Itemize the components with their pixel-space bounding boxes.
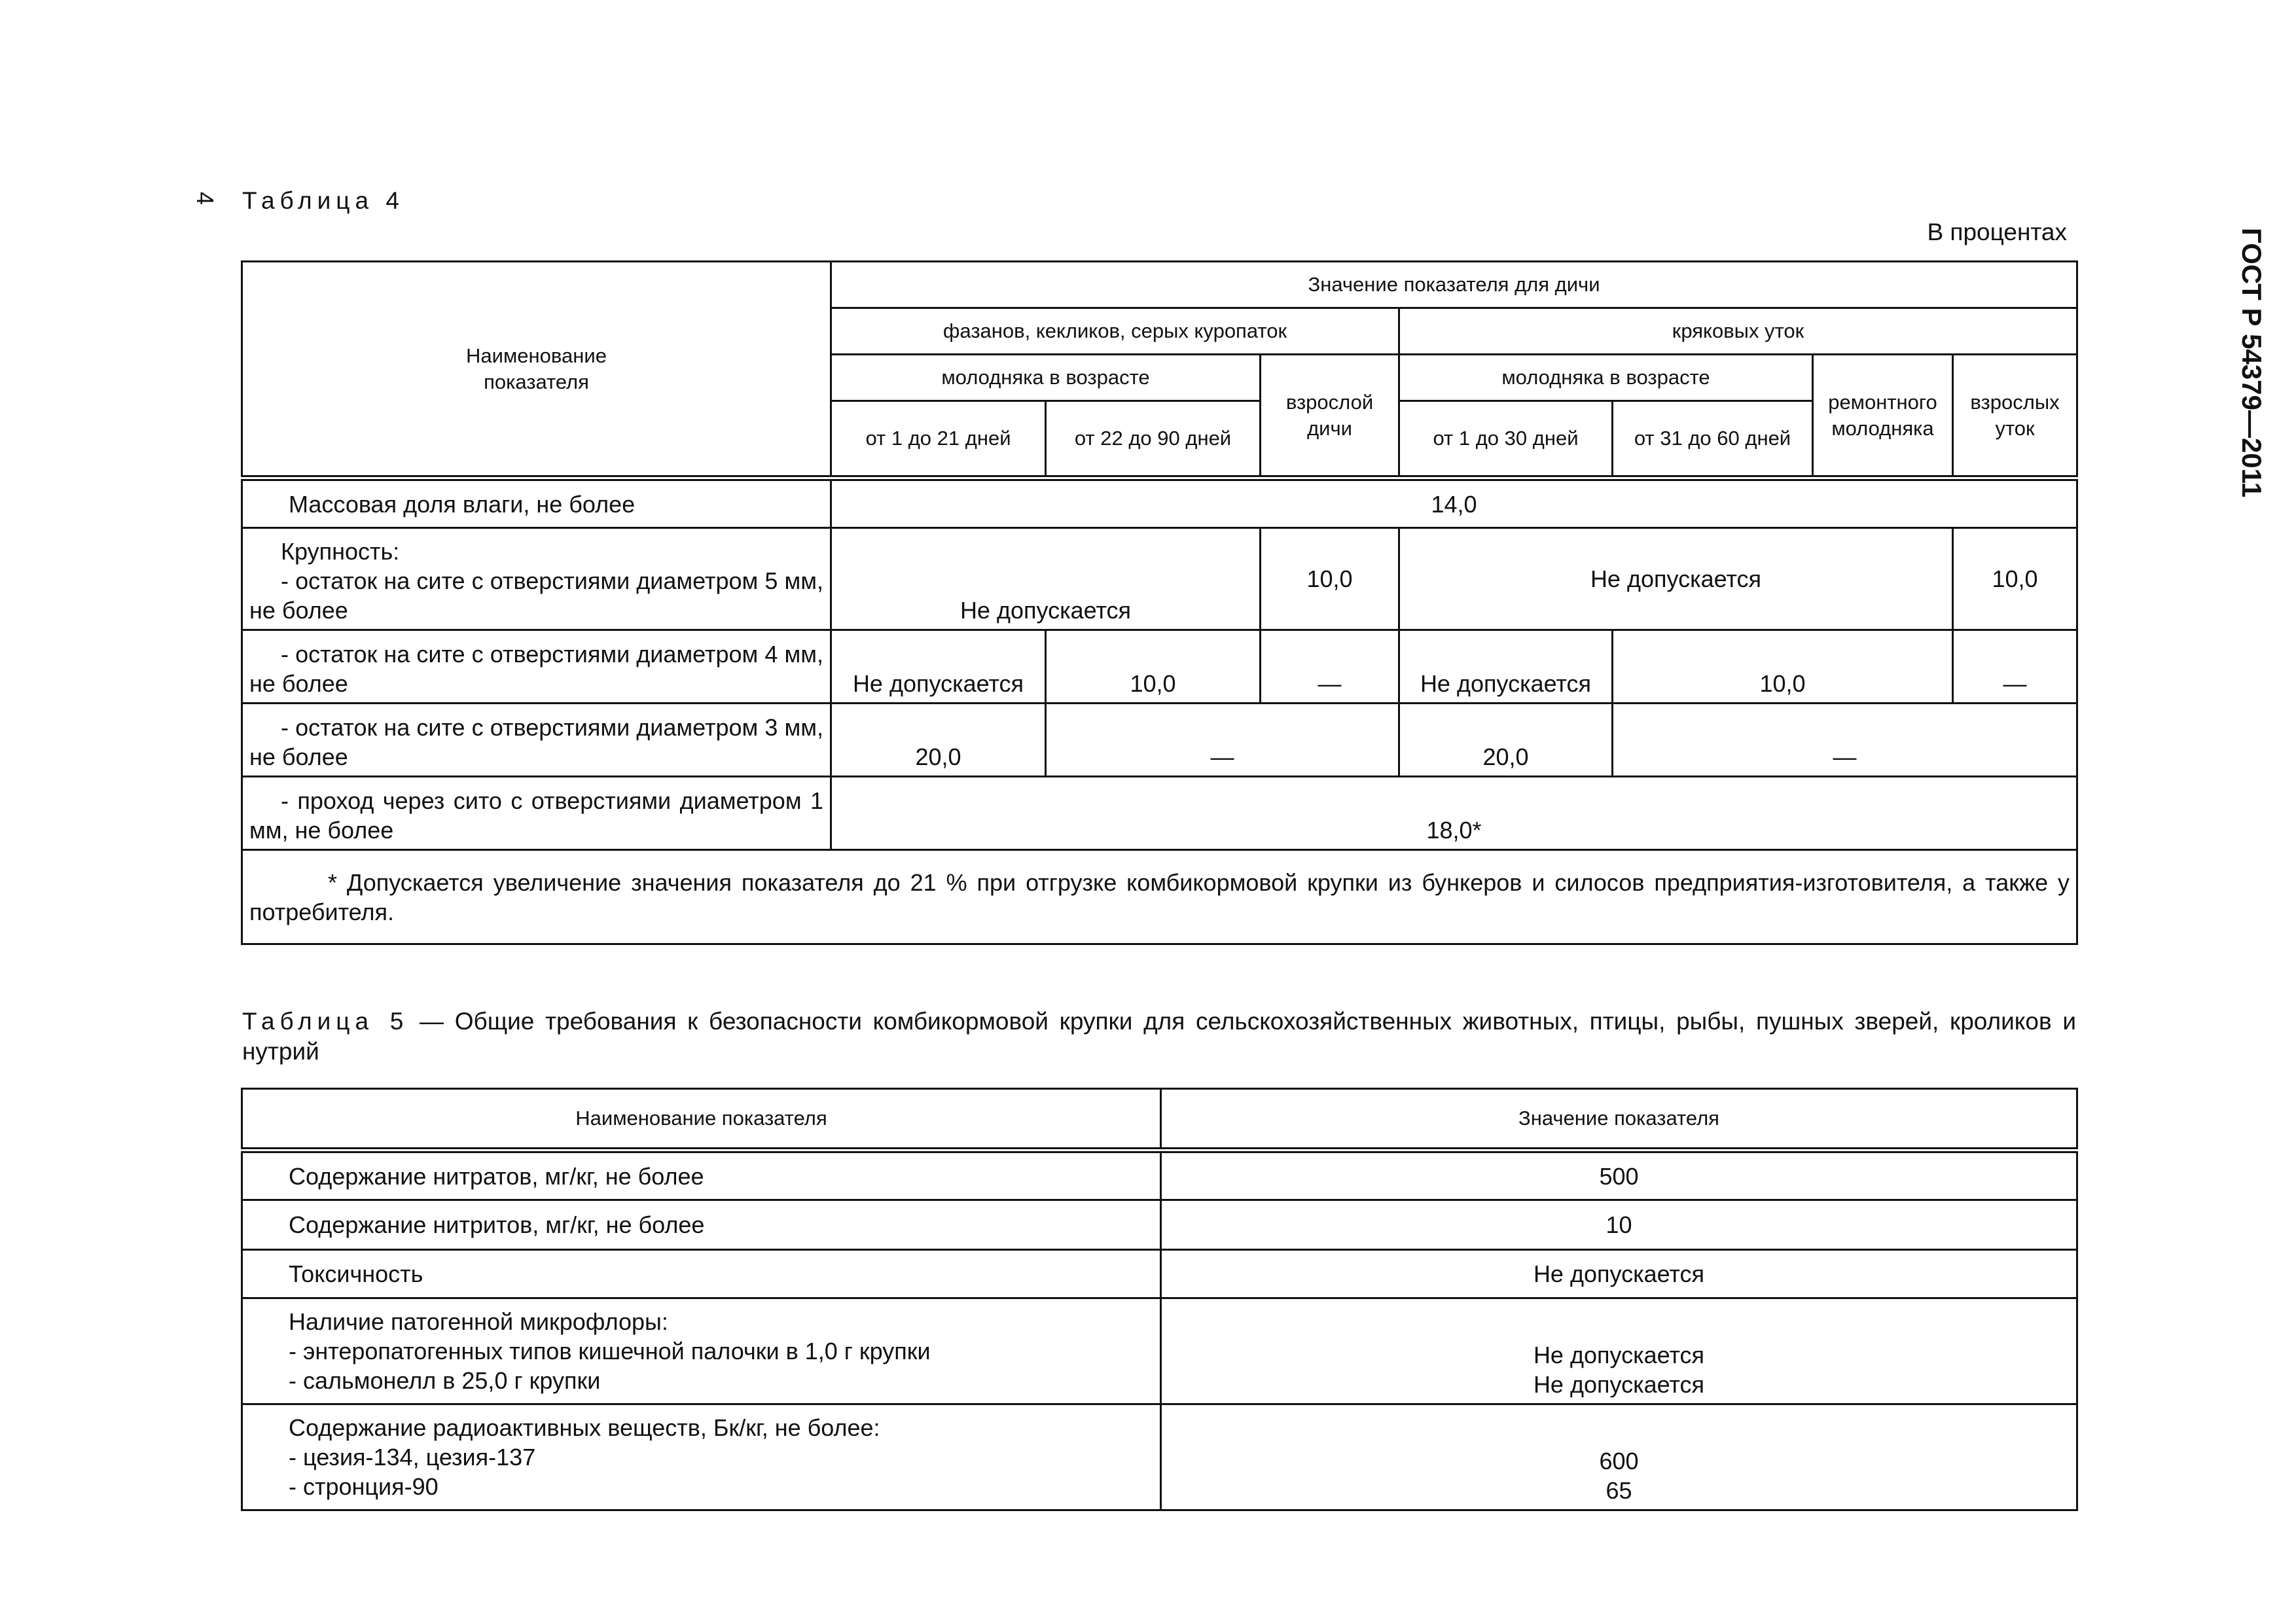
sieve5-value-c: Не допускается (1399, 528, 1953, 630)
moisture-label: Массовая доля влаги, не более (242, 478, 831, 528)
sieve3-value-a: 20,0 (831, 704, 1046, 777)
toxicity-label: Токсичность (242, 1250, 1161, 1298)
sieve4-value-e: 10,0 (1613, 630, 1953, 704)
microflora-label: Наличие патогенной микрофлоры: - энтеропатогенных типов кишечной палочки в 1,0 г крупки - сальмонелл в 25,0 г крупки (242, 1298, 1161, 1404)
standard-designation: ГОСТ Р 54379—2011 (2236, 227, 2267, 498)
table4-footnote: * Допускается увеличение значения показателя до 21 % при отгрузке комбикормовой крупки из бункеров и силосов предприятия-изготовителя, а также у потребителя. (242, 850, 2077, 944)
table5-header-param: Наименование показателя (242, 1089, 1161, 1150)
table4-caption: Таблица 4 (242, 187, 404, 214)
sieve3-label: - остаток на сите с отверстиями диаметром 3 мм, не более (242, 704, 831, 777)
sieve3-value-b: — (1046, 704, 1399, 777)
radioactive-value: 600 65 (1161, 1404, 2077, 1510)
sieve1-label: - проход через сито с отверстиями диаметром 1 мм, не более (242, 777, 831, 850)
nitrites-value: 10 (1161, 1200, 2077, 1250)
sieve4-value-a: Не допускается (831, 630, 1046, 704)
table4-header-age4: от 31 до 60 дней (1613, 401, 1813, 478)
sieve1-value: 18,0* (831, 777, 2077, 850)
sieve4-label: - остаток на сите с отверстиями диаметром 4 мм, не более (242, 630, 831, 704)
table4-header-group1: фазанов, кекликов, серых куропаток (831, 308, 1399, 355)
table5-caption-label: Таблица 5 (242, 1008, 409, 1035)
nitrates-label: Содержание нитратов, мг/кг, не более (242, 1150, 1161, 1200)
moisture-value: 14,0 (831, 478, 2077, 528)
sieve4-value-b: 10,0 (1046, 630, 1261, 704)
table4-header-repair-young: ремонтного молодняка (1813, 355, 1953, 478)
sieve3-value-d: — (1613, 704, 2077, 777)
sieve5-value-a: Не допускается (831, 528, 1261, 630)
microflora-value: Не допускается Не допускается (1161, 1298, 2077, 1404)
table4-header-age2: от 22 до 90 дней (1046, 401, 1261, 478)
sieve3-value-c: 20,0 (1399, 704, 1613, 777)
sieve5-value-b: 10,0 (1261, 528, 1399, 630)
table4-header-value: Значение показателя для дичи (831, 262, 2077, 308)
radioactive-label: Содержание радиоактивных веществ, Бк/кг, не более: - цезия-134, цезия-137 - стронция-90 (242, 1404, 1161, 1510)
table4-header-param: Наименование показателя (242, 262, 831, 478)
page-number: 4 (192, 191, 219, 205)
table4-header-adult-ducks: взрослых уток (1953, 355, 2077, 478)
toxicity-value: Не допускается (1161, 1250, 2077, 1298)
table5 (241, 1088, 2078, 1511)
table4-header-age3: от 1 до 30 дней (1399, 401, 1613, 478)
nitrates-value: 500 (1161, 1150, 2077, 1200)
table5-header-value: Значение показателя (1161, 1089, 2077, 1150)
sieve4-value-f: — (1953, 630, 2077, 704)
table4-unit: В процентах (1927, 219, 2067, 245)
table4-header-adult-game: взрослой дичи (1261, 355, 1399, 478)
table4-header-age1: от 1 до 21 дней (831, 401, 1046, 478)
sieve4-value-d: Не допускается (1399, 630, 1613, 704)
table4-header-young1: молодняка в возрасте (831, 355, 1261, 401)
sieve4-value-c: — (1261, 630, 1399, 704)
sieve5-value-d: 10,0 (1953, 528, 2077, 630)
table5-caption (242, 1007, 2076, 1067)
table4-header-young2: молодняка в возрасте (1399, 355, 1813, 401)
table4-header-group2: кряковых уток (1399, 308, 2077, 355)
sieve5-label: Крупность: - остаток на сите с отверстиями диаметром 5 мм, не более (242, 528, 831, 630)
table4 (241, 260, 2078, 945)
nitrites-label: Содержание нитритов, мг/кг, не более (242, 1200, 1161, 1250)
table5-caption-text: — Общие требования к безопасности комбикормовой крупки для сельскохозяйственных животных, птицы, рыбы, пушных зверей, кроликов и нутрий (242, 1008, 2076, 1065)
